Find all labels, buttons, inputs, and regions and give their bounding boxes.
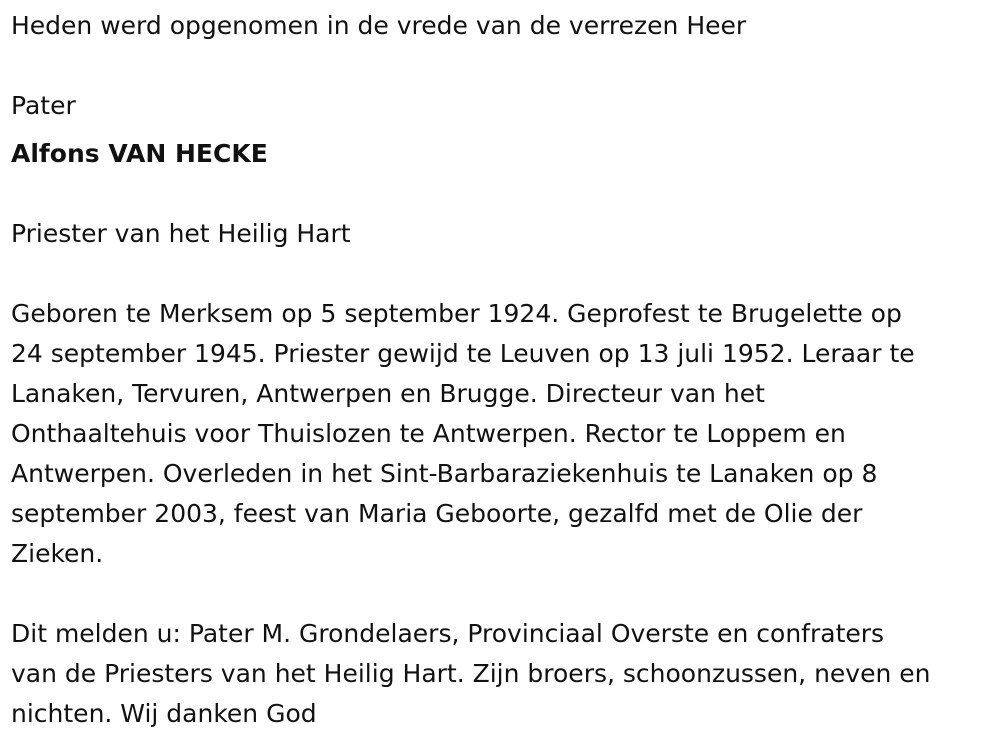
closing-line: Dit melden u: Pater M. Grondelaers, Provinciaal Overste en confraters [11,619,885,648]
opening-line: Heden werd opgenomen in de vrede van de verrezen Heer [11,11,747,40]
deceased-name: Alfons VAN HECKE [11,139,268,168]
clerical-title: Pater [11,91,76,120]
biography-paragraph [11,294,991,574]
biography-line: Antwerpen. Overleden in het Sint-Barbaraziekenhuis te Lanaken op 8 [11,459,878,488]
closing-line: nichten. Wij danken God [11,699,317,728]
biography-line: 24 september 1945. Priester gewijd te Leuven op 13 juli 1952. Leraar te [11,339,915,368]
closing-line: van de Priesters van het Heilig Hart. Zijn broers, schoonzussen, neven en [11,659,931,688]
biography-line: september 2003, feest van Maria Geboorte, gezalfd met de Olie der [11,499,863,528]
biography-line: Geboren te Merksem op 5 september 1924. Geprofest te Brugelette op [11,299,902,328]
closing-paragraph [11,614,991,734]
biography-line: Onthaaltehuis voor Thuislozen te Antwerpen. Rector te Loppem en [11,419,846,448]
biography-line: Lanaken, Tervuren, Antwerpen en Brugge. Directeur van het [11,379,765,408]
biography-line: Zieken. [11,539,104,568]
religious-order: Priester van het Heilig Hart [11,219,351,248]
